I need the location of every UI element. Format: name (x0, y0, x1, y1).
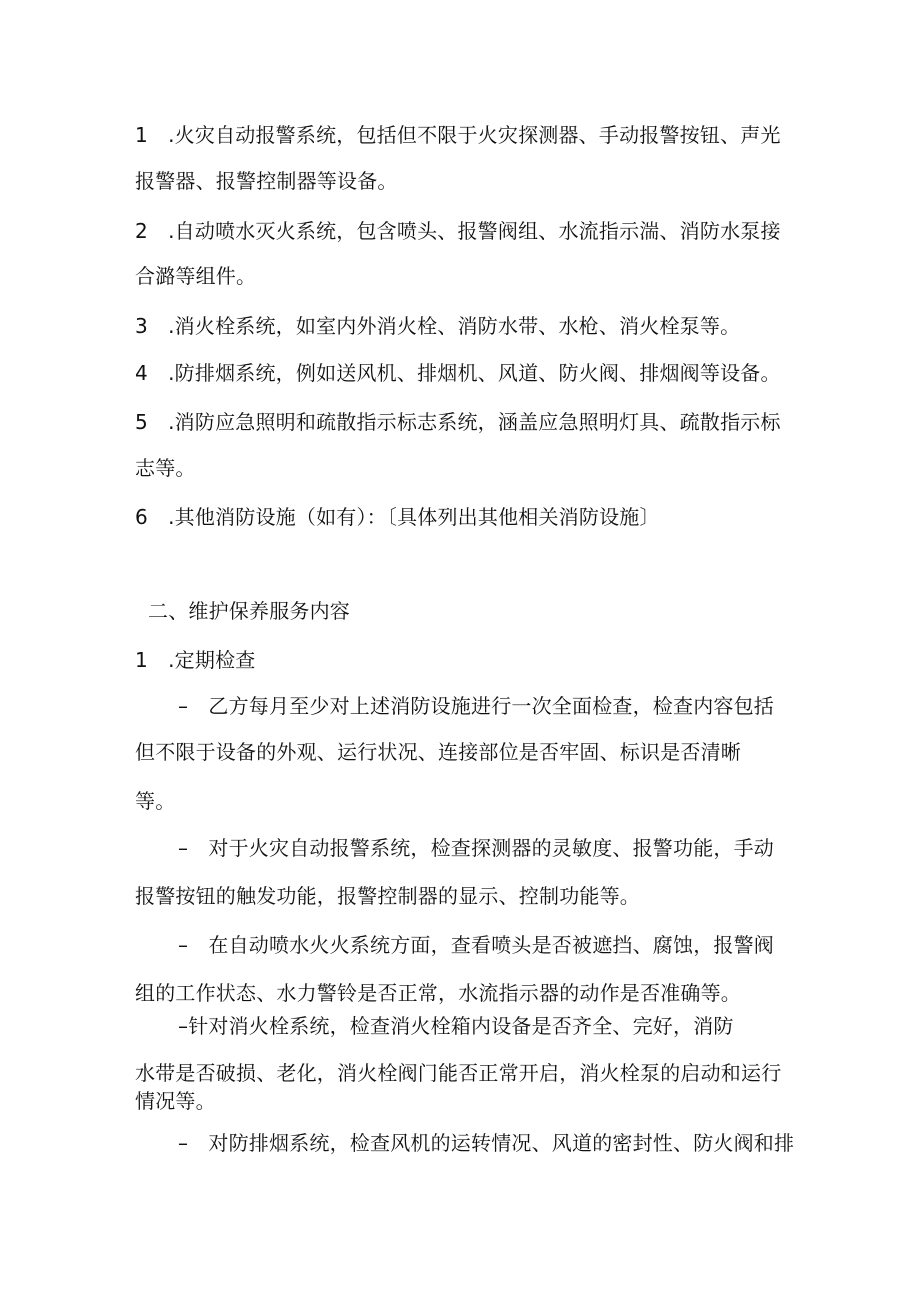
para-4-line-3: 情况等。 (135, 1089, 216, 1113)
subheading-periodic-inspection: 1 .定期检查 (135, 648, 256, 672)
para-3-line-1: – 在自动喷水火火系统方面，查看喷头是否被遮挡、腐蚀，报警阀 (178, 933, 774, 957)
section-2-heading: 二、维护保养服务内容 (148, 599, 350, 623)
item-5-line-2: 志等。 (135, 456, 196, 480)
para-5-line-1: – 对防排烟系统，检查风机的运转情况、风道的密封性、防火阀和排 (178, 1131, 795, 1155)
item-4-line-1: 4 .防排烟系统，例如送风机、排烟机、风道、防火阀、排烟阀等设备。 (135, 361, 781, 385)
para-3-line-2: 组的工作状态、水力警铃是否正常，水流指示器的动作是否准确等。 (135, 981, 741, 1005)
para-1-line-2: 但不限于设备的外观、运行状况、连接部位是否牢固、标识是否清晰 (135, 740, 741, 764)
item-5-line-1: 5 .消防应急照明和疏散指示标志系统，涵盖应急照明灯具、疏散指示标 (135, 410, 781, 434)
para-2-line-2: 报警按钮的触发功能，报警控制器的显示、控制功能等。 (135, 884, 640, 908)
item-1-line-1: 1 .火灾自动报警系统，包括但不限于火灾探测器、手动报警按钮、声光 (135, 123, 781, 147)
item-2-line-1: 2 .自动喷水灭火系统，包含喷头、报警阀组、水流指示湍、消防水泵接 (135, 219, 781, 243)
item-6-line-1: 6 .其他消防设施（如有）：〔具体列出其他相关消防设施〕 (135, 505, 660, 529)
para-4-line-2: 水带是否破损、老化，消火栓阀门能否正常开启，消火栓泵的启动和运行 (135, 1061, 782, 1085)
item-3-line-1: 3 .消火栓系统，如室内外消火栓、消防水带、水枪、消火栓泵等。 (135, 314, 741, 338)
para-1-line-3: 等。 (135, 789, 176, 813)
para-4-line-1: –针对消火栓系统，检查消火栓箱内设备是否齐全、完好，消防 (178, 1014, 734, 1038)
item-1-line-2: 报警器、报警控制器等设备。 (135, 169, 398, 193)
para-2-line-1: – 对于火灾自动报警系统，检查探测器的灵敏度、报警功能，手动 (178, 836, 774, 860)
item-2-line-2: 合潞等组件。 (135, 264, 257, 288)
para-1-line-1: – 乙方每月至少对上述消防设施进行一次全面检查，检查内容包括 (178, 694, 774, 718)
